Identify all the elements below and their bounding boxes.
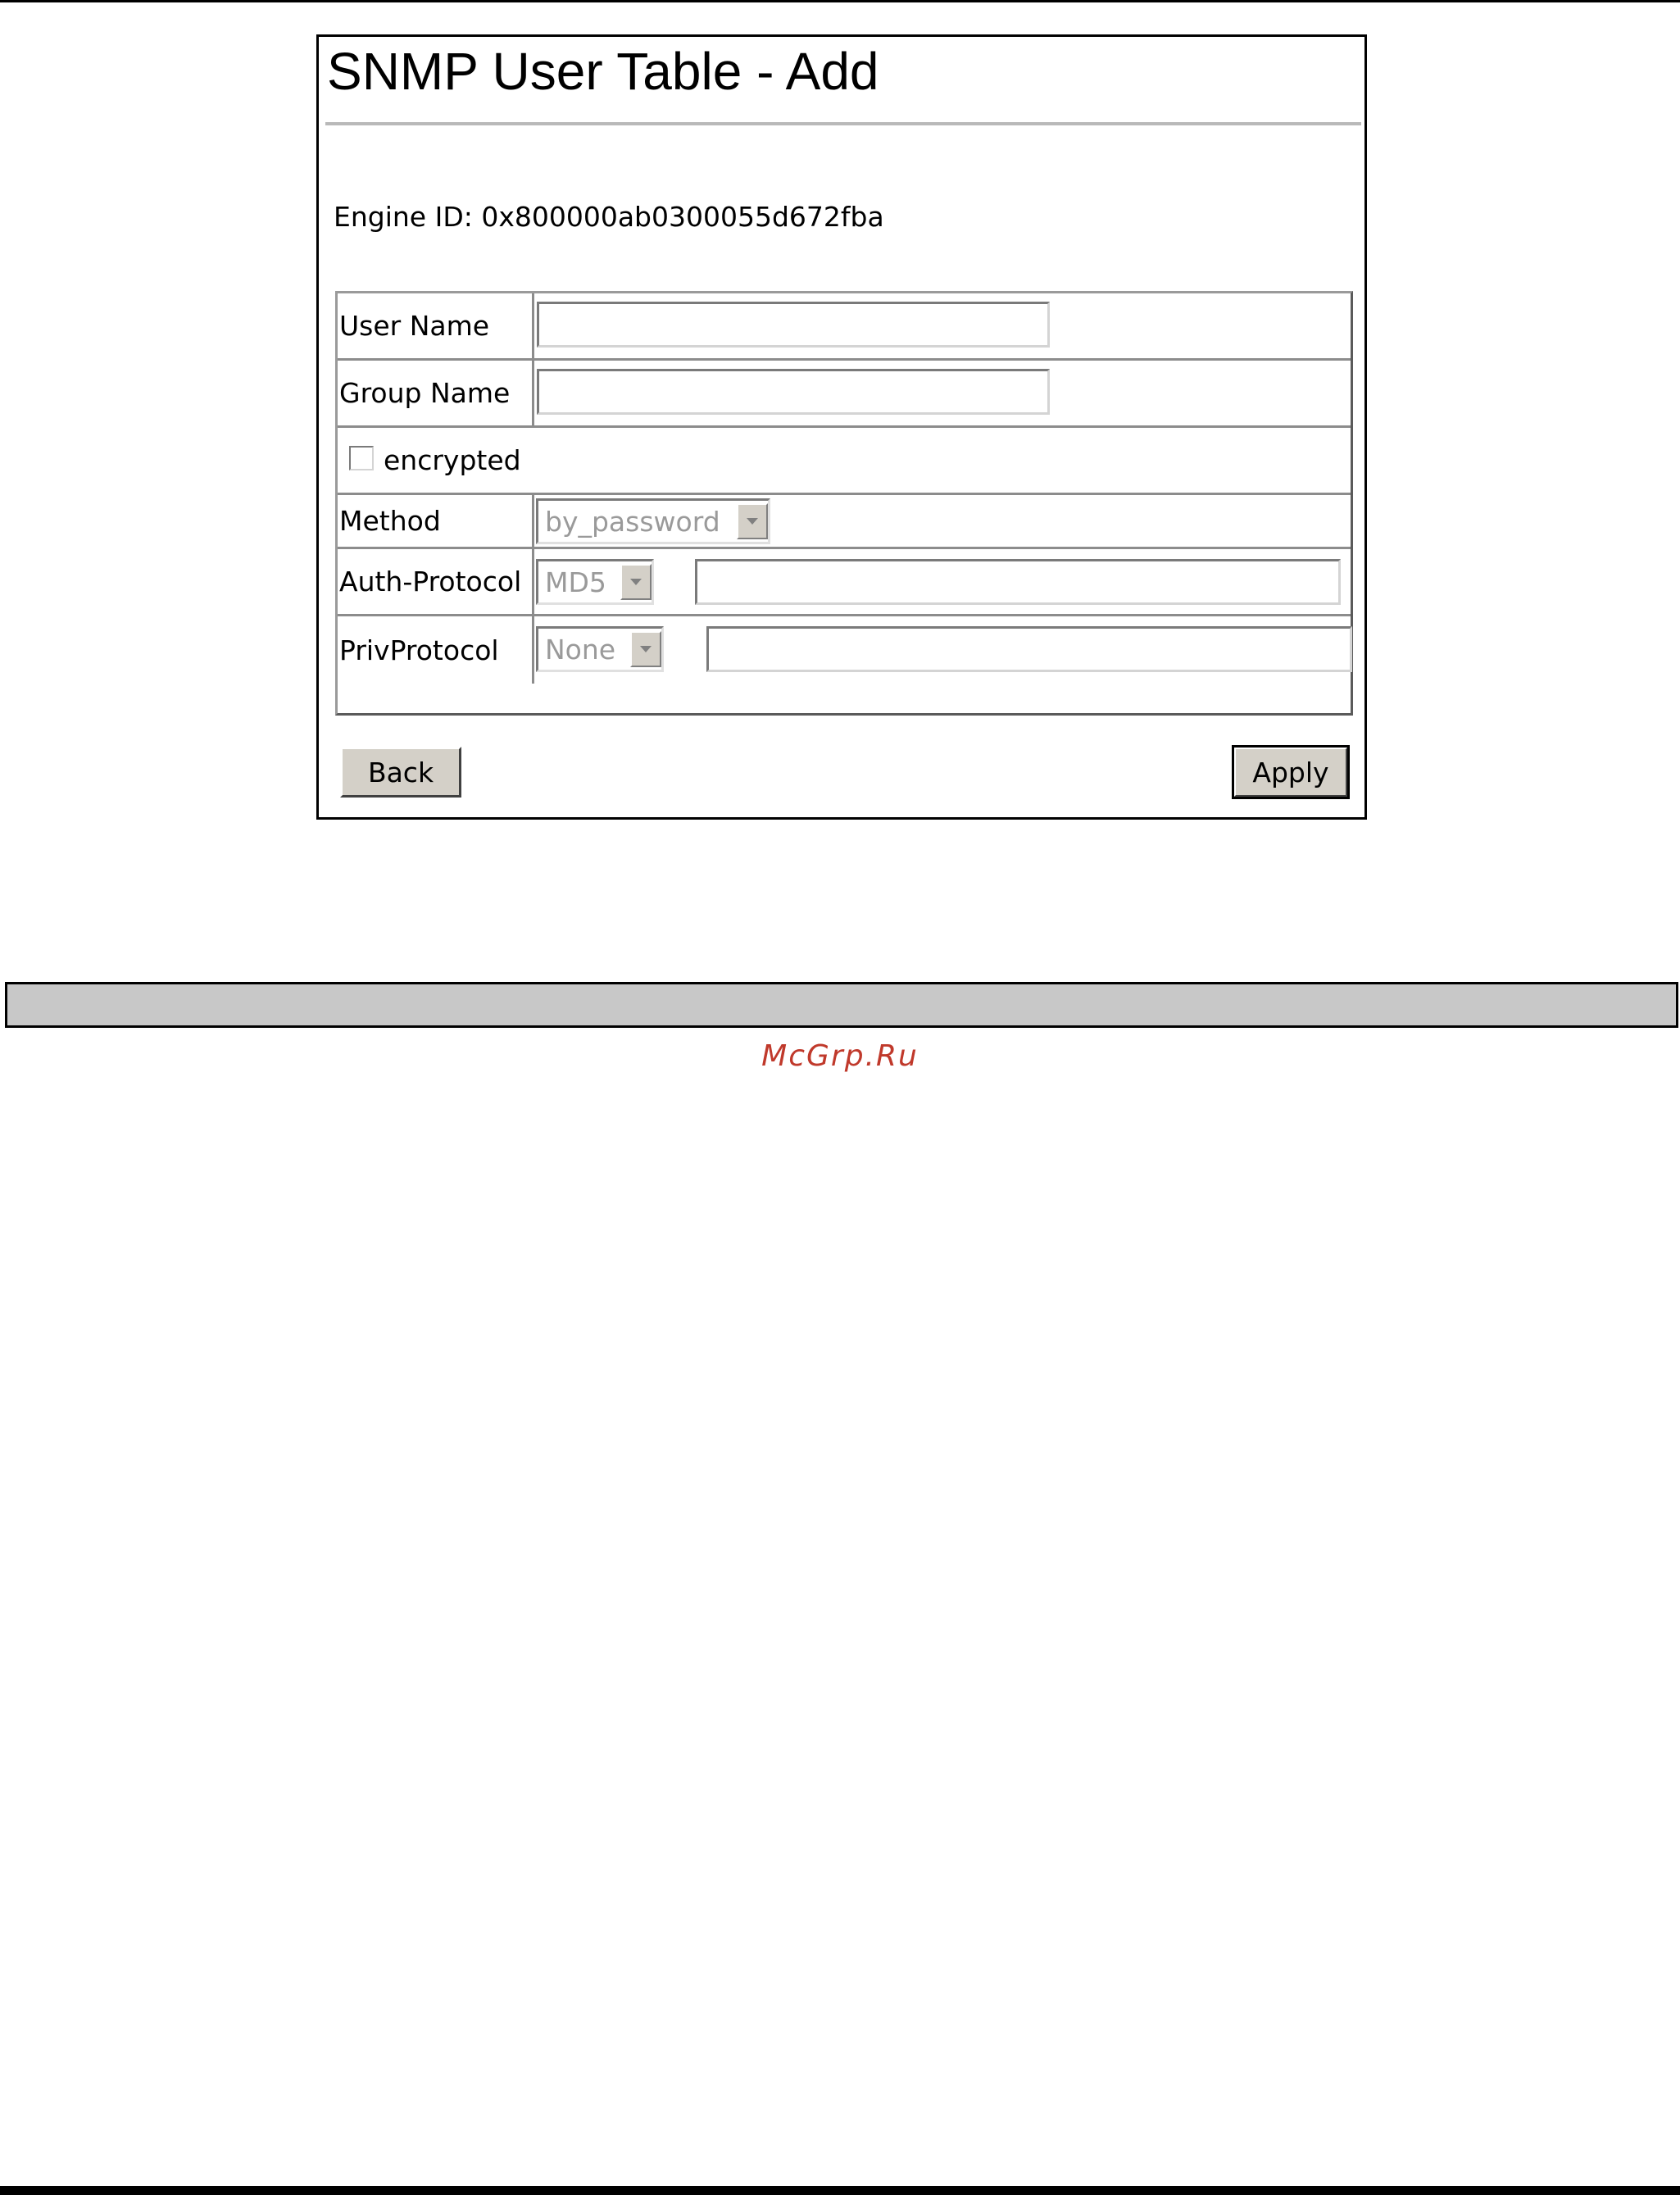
chevron-down-icon: [630, 631, 661, 667]
row-group-name: [338, 361, 1351, 428]
user-name-input[interactable]: [537, 302, 1050, 348]
row-encrypted: [338, 428, 1351, 495]
auth-protocol-label: Auth-Protocol: [338, 549, 534, 614]
apply-button[interactable]: Apply: [1233, 747, 1348, 798]
user-form-table: [335, 291, 1353, 716]
bottom-rule: [0, 2186, 1680, 2195]
row-priv-protocol: [338, 616, 1351, 713]
group-name-label: Group Name: [338, 361, 534, 425]
priv-password-input[interactable]: [706, 626, 1352, 672]
priv-protocol-select-value: None: [545, 633, 616, 666]
gray-separator-bar: [5, 982, 1678, 1028]
row-method: [338, 495, 1351, 549]
priv-protocol-select[interactable]: [536, 626, 664, 672]
back-button[interactable]: Back: [340, 747, 461, 798]
group-name-input[interactable]: [537, 369, 1050, 415]
top-rule: [0, 0, 1680, 2]
encrypted-checkbox[interactable]: [349, 446, 374, 470]
snmp-user-add-panel: [316, 34, 1367, 820]
row-auth-protocol: [338, 549, 1351, 616]
priv-protocol-label: PrivProtocol: [338, 616, 534, 684]
chevron-down-icon: [737, 503, 768, 539]
engine-id-text: Engine ID: 0x800000ab0300055d672fba: [334, 201, 884, 233]
title-divider: [325, 122, 1361, 126]
auth-protocol-select[interactable]: [536, 559, 654, 605]
auth-password-input[interactable]: [695, 559, 1341, 605]
user-name-label: User Name: [338, 293, 534, 358]
encrypted-label: encrypted: [384, 444, 521, 476]
method-select[interactable]: [536, 498, 770, 544]
watermark-text: McGrp.Ru: [761, 1039, 919, 1073]
chevron-down-icon: [620, 564, 652, 600]
page-title: SNMP User Table - Add: [327, 42, 879, 101]
method-label: Method: [338, 495, 534, 547]
method-select-value: by_password: [545, 505, 720, 538]
row-user-name: [338, 293, 1351, 361]
auth-protocol-select-value: MD5: [545, 566, 606, 598]
